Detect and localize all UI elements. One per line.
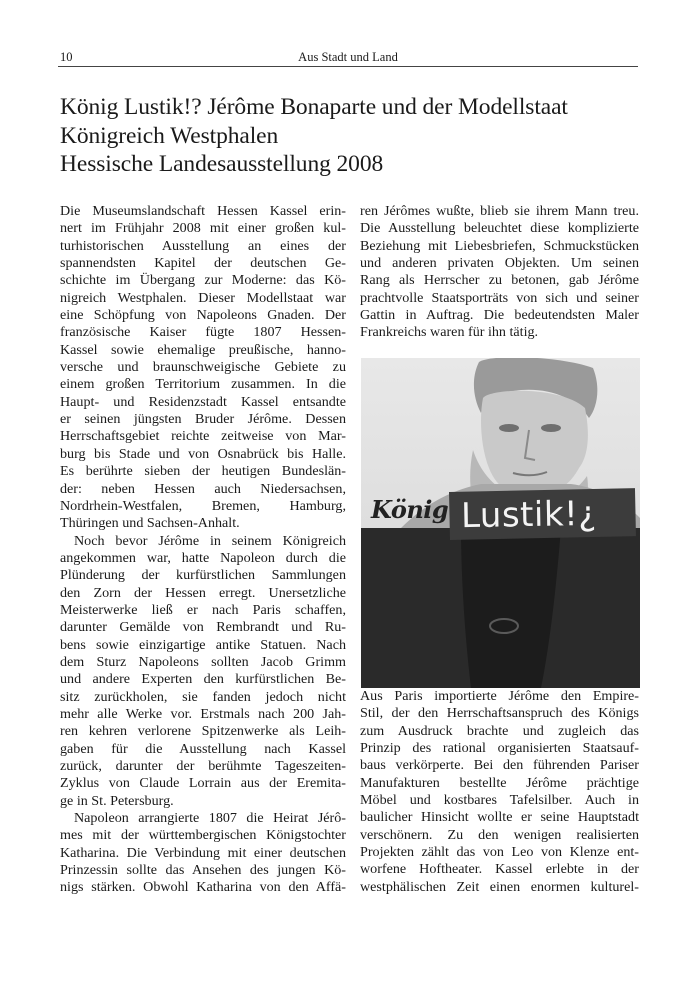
text-line: burg bis Stade und von Osnabrück bis Halle.	[60, 445, 346, 462]
text-line: zum Ausdruck brachte und zugleich das	[360, 722, 639, 739]
text-line: Gattin in Auftrag. Die bedeutendsten Maler	[360, 307, 639, 324]
text-line: Kassel sowie ehemalige preußische, hanno-	[60, 341, 346, 358]
text-line: französische Kaiser fügte 1807 Hessen-	[60, 324, 346, 341]
text-line: und anderen privaten Objekten. Um seinen	[360, 255, 639, 272]
text-line: baulicher Hinsicht wollte er seine Hauptstadt	[360, 809, 639, 826]
text-line: mes mit der württembergischen Königstochter	[60, 827, 346, 844]
text-line: den Zorn der Hessen erregt. Unersetzliche	[60, 584, 346, 601]
text-line: Aus Paris importierte Jérôme den Empire-	[360, 688, 639, 704]
text-line: bens sowie einzigartige antike Statuen. Nach	[60, 636, 346, 653]
text-line: Rang als Herrscher zu betonen, gab Jérôme	[360, 272, 639, 289]
text-line: Die Ausstellung beleuchtet diese komplizierte	[360, 220, 639, 237]
title-line: König Lustik!? Jérôme Bonaparte und der Modellstaat	[60, 94, 568, 120]
title-line: Königreich Westphalen	[60, 122, 279, 149]
text-line: er seinen jüngsten Bruder Jérôme. Dessen	[60, 411, 346, 428]
text-line: Die Museumslandschaft Hessen Kassel erin-	[60, 203, 346, 219]
text-line: Napoleon arrangierte 1807 die Heirat Jérô-	[74, 810, 346, 827]
page-number: 10	[60, 50, 73, 64]
text-line: prachtvolle Staatsporträts von sich und seiner	[360, 289, 639, 306]
text-line: sitz zurückholen, sie fanden jedoch nicht	[60, 688, 346, 705]
text-line: Es berührte sieben der heutigen Bundeslän-	[60, 463, 346, 480]
text-line: nert im Frühjahr 2008 mit einer großen kul-	[60, 220, 346, 237]
text-line: Prinzessin sollte das Ansehen des jungen Kö-	[60, 862, 346, 879]
text-line: Frankreichs waren für ihn tätig.	[360, 324, 539, 341]
poster-word-koenig: König	[371, 495, 449, 524]
text-line: westphälischen Zeit einen enormen kulturel-	[360, 878, 639, 895]
text-line: nigreich Westphalen. Dieser Modellstaat war	[60, 289, 346, 306]
text-line: verschönern. Zu den wenigen realisierten	[360, 826, 639, 843]
text-line: Noch bevor Jérôme in seinem Königreich	[74, 532, 346, 549]
text-line: Plünderung der kurfürstlichen Sammlungen	[60, 567, 346, 584]
text-line: einem großen Territorium zusammen. In die	[60, 376, 346, 393]
text-line: versche und braunschweigische Gebiete zu	[60, 359, 346, 376]
text-line: Stil, der den Herrschaftsanspruch des Königs	[360, 705, 639, 722]
text-line: worfene Hoftheater. Kassel erlebte in der	[360, 861, 639, 878]
text-line: Möbel und kostbares Tafelsilber. Auch in	[360, 792, 639, 809]
text-line: eine Schöpfung von Napoleons Gnaden. Der	[60, 307, 346, 324]
text-line: spannendsten Kapitel der deutschen Ge-	[60, 255, 346, 272]
text-line: Projekten zählt das von Leo von Klenze ent-	[360, 844, 639, 861]
text-line: baus verkörperte. Bei den führenden Pariser	[360, 757, 639, 774]
text-line: ren kehren verlorene Spitzenwerke als Leih-	[60, 723, 346, 740]
left-column	[60, 203, 346, 897]
title-line: Hessische Landesausstellung 2008	[60, 151, 384, 177]
text-line: Prinzip des rational organisierten Staatsauf-	[360, 740, 639, 757]
text-line: turhistorischen Ausstellung an eines der	[60, 237, 346, 254]
right-column-top	[360, 203, 639, 342]
article-title	[60, 93, 640, 179]
text-line: ren Jérômes wußte, blieb sie ihrem Mann treu.	[360, 203, 639, 219]
text-line: Manufakturen bestellte Jérôme prächtige	[360, 774, 639, 791]
text-line: mehr alle Werke vor. Erstmals nach 200 Jah-	[60, 705, 346, 722]
text-line: Thüringen und Sachsen-Anhalt.	[60, 515, 240, 532]
text-line: angekommen war, hatte Napoleon durch die	[60, 549, 346, 566]
text-line: Beziehung mit Liebesbriefen, Schmuckstücken	[360, 237, 639, 254]
section-title: Aus Stadt und Land	[298, 50, 398, 64]
text-line: ge in St. Petersburg.	[60, 792, 174, 809]
text-line: gaben für die Ausstellung nach Kassel	[60, 740, 346, 757]
text-line: schichte im Übergang zur Moderne: das Kö-	[60, 272, 346, 289]
text-line: darunter Gemälde von Rembrandt und Ru-	[60, 619, 346, 636]
text-line: Zyklus von Claude Lorrain aus der Eremita-	[60, 775, 346, 792]
text-line: zurück, darunter der berühmte Tageszeiten-	[60, 758, 346, 774]
running-head	[58, 48, 638, 67]
text-line: Herrschaftsgebiet reichte zeitweise von Mar-	[60, 428, 346, 445]
text-line: nigs stärken. Obwohl Katharina von den Affä-	[60, 879, 346, 896]
text-line: Katharina. Die Verbindung mit einer deutschen	[60, 844, 346, 861]
text-line: Nordrhein-Westfalen, Bremen, Hamburg,	[60, 497, 346, 514]
right-column-bottom	[360, 688, 639, 896]
text-line: dem Sturz Napoleons sollten Jacob Grimm	[60, 653, 346, 670]
text-line: und andere Experten den kurfürstlichen Be-	[60, 671, 346, 688]
text-line: Meisterwerke ließ er nach Paris schaffen,	[60, 601, 346, 618]
exhibition-poster-image	[361, 358, 640, 688]
text-line: Haupt- und Residenzstadt Kassel entsandte	[60, 393, 346, 410]
text-line: der: neben Hessen auch Niedersachsen,	[60, 480, 346, 497]
poster-word-lustik: Lustik!¿	[460, 493, 598, 537]
